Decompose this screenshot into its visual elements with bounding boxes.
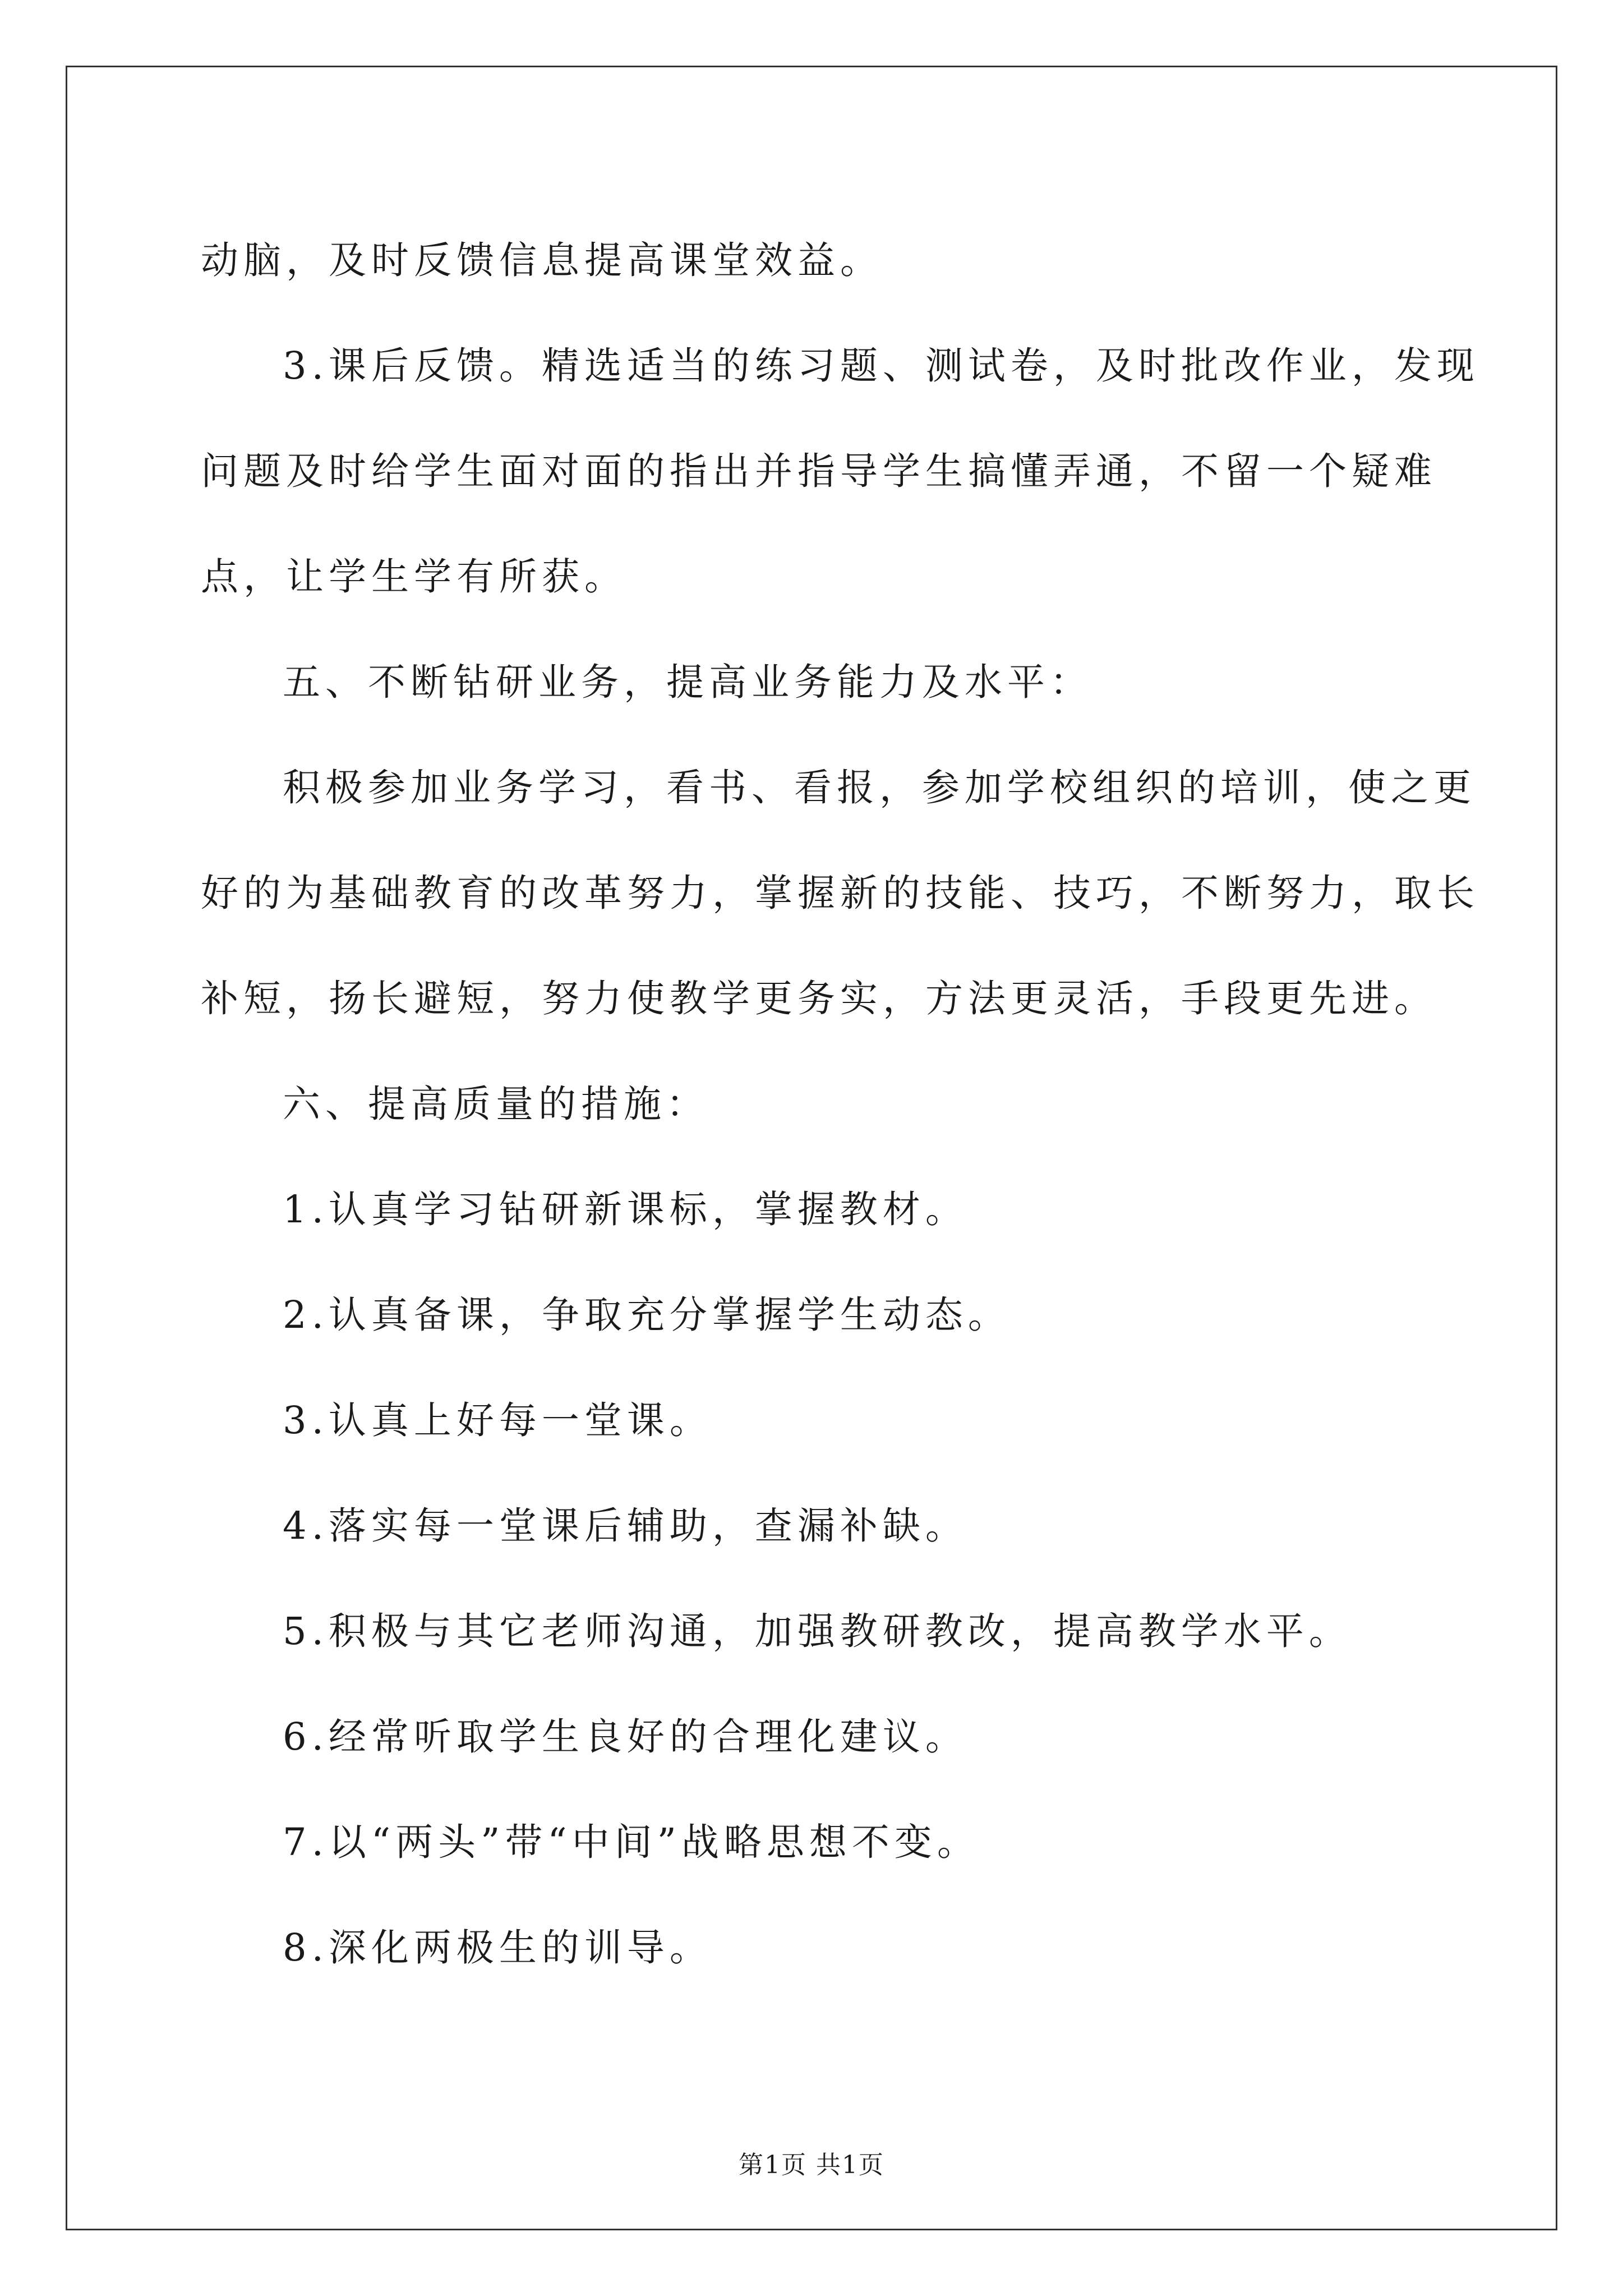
- section-heading-5: 五、不断钻研业务，提高业务能力及水平：: [283, 660, 1092, 704]
- section-heading-6: 六、提高质量的措施：: [283, 1082, 709, 1126]
- page-footer: 第1页 共1页: [739, 2151, 884, 2179]
- paragraph-1: 动脑，及时反馈信息提高课堂效益。: [201, 238, 883, 282]
- list-item-8: 8.深化两极生的训导。: [283, 1926, 712, 1970]
- document-body: [201, 208, 1479, 2000]
- list-item-1: 1.认真学习钻研新课标，掌握教材。: [283, 1188, 968, 1231]
- list-item-4: 4.落实每一堂课后辅助，查漏补缺。: [283, 1504, 968, 1548]
- list-item-3: 3.认真上好每一堂课。: [283, 1398, 712, 1442]
- paragraph-4: 积极参加业务学习，看书、看报，参加学校组织的培训，使之更好的为基础教育的改革努力，掌握新的技能、技巧，不断努力，取长补短，扬长避短，努力使教学更务实，方法更灵活，手段更先进。: [201, 766, 1479, 1020]
- list-item-6: 6.经常听取学生良好的合理化建议。: [283, 1715, 968, 1759]
- list-item-7: 7.以“两头”带“中间”战略思想不变。: [283, 1820, 980, 1864]
- paragraph-2: 3.课后反馈。精选适当的练习题、测试卷，及时批改作业，发现问题及时给学生面对面的指出并指导学生搞懂弄通，不留一个疑难点，让学生学有所获。: [201, 344, 1479, 599]
- list-item-2: 2.认真备课，争取充分掌握学生动态。: [283, 1293, 1011, 1337]
- list-item-5: 5.积极与其它老师沟通，加强教研教改，提高教学水平。: [283, 1609, 1352, 1653]
